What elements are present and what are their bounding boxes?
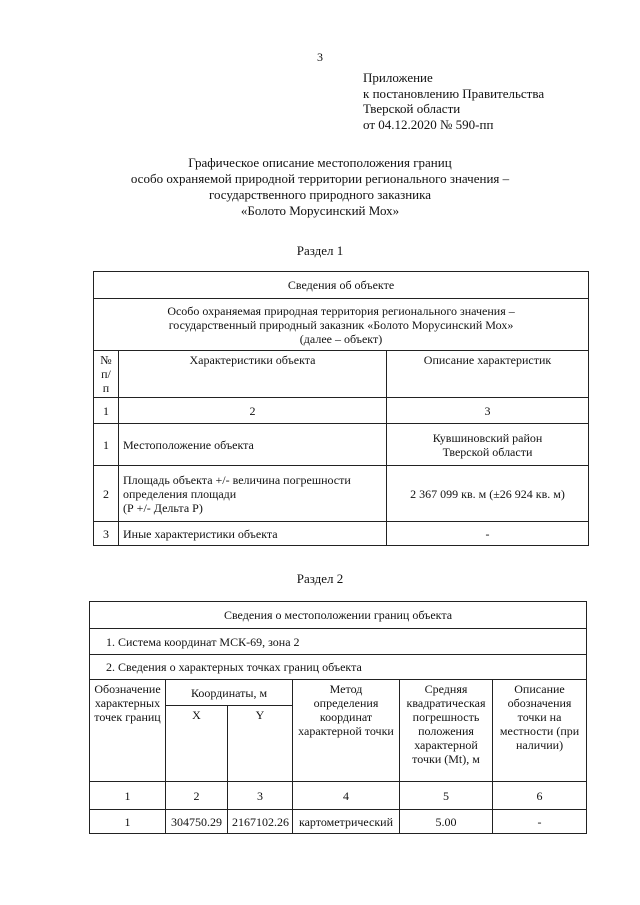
appendix-line: от 04.12.2020 № 590-пп <box>363 116 494 132</box>
appendix-line: Тверской области <box>363 101 461 116</box>
table-header: Сведения о местоположении границ объекта <box>90 602 587 629</box>
appendix-line: Приложение <box>363 70 433 85</box>
index-cell: 2 <box>166 782 228 810</box>
object-line: (далее – объект) <box>299 331 383 346</box>
row-description: 2 367 099 кв. м (±26 924 кв. м) <box>387 466 589 522</box>
table-row <box>90 810 587 834</box>
index-cell: 1 <box>90 782 166 810</box>
index-cell: 3 <box>387 398 589 424</box>
row-num: 3 <box>94 522 119 546</box>
point-method: картометрический <box>293 810 400 834</box>
index-cell: 2 <box>119 398 387 424</box>
section1-heading: Раздел 1 <box>296 243 344 258</box>
index-cell: 4 <box>293 782 400 810</box>
point-y: 2167102.26 <box>228 810 293 834</box>
row-num: 1 <box>94 424 119 466</box>
index-cell: 5 <box>400 782 493 810</box>
index-cell: 1 <box>94 398 119 424</box>
object-line: государственный природный заказник «Болото Морусинский Мох» <box>168 317 514 332</box>
desc-line: Тверской области <box>442 444 533 459</box>
point-id: 1 <box>90 810 166 834</box>
column-header-point-description: Описание обозначения точки на местности (при наличии) <box>493 680 587 782</box>
index-cell: 6 <box>493 782 587 810</box>
column-header-num: № п/п <box>94 351 119 398</box>
table-row <box>94 522 589 546</box>
coord-system-row: 1. Система координат МСК-69, зона 2 <box>90 629 587 655</box>
row-characteristic: Местоположение объекта <box>119 424 387 466</box>
title-line: «Болото Морусинский Мох» <box>240 203 400 218</box>
row-description: - <box>387 522 589 546</box>
column-header-description: Описание характеристик <box>387 351 589 398</box>
point-x: 304750.29 <box>166 810 228 834</box>
table-row <box>94 466 589 522</box>
char-line: Площадь объекта +/- величина погрешности <box>123 472 351 487</box>
object-info-table <box>93 271 589 546</box>
desc-line: Кувшиновский район <box>432 430 543 445</box>
char-line: (Р +/- Дельта Р) <box>123 500 203 515</box>
title-line: особо охраняемой природной территории регионального значения – <box>130 171 510 186</box>
title-line: государственного природного заказника <box>208 187 432 202</box>
table-row <box>94 424 589 466</box>
column-header-characteristic: Характеристики объекта <box>119 351 387 398</box>
section2-heading: Раздел 2 <box>296 571 344 586</box>
column-header-y: Y <box>228 706 293 782</box>
page-number: 3 <box>317 50 323 64</box>
column-header-accuracy: Средняя квадратическая погрешность положения характерной точки (Mt), м <box>400 680 493 782</box>
title-line: Графическое описание местоположения границ <box>188 155 452 170</box>
row-characteristic <box>119 466 387 522</box>
document-title <box>60 155 580 219</box>
row-num: 2 <box>94 466 119 522</box>
column-header-x: X <box>166 706 228 782</box>
object-line: Особо охраняемая природная территория регионального значения – <box>167 303 515 318</box>
column-header-coordinates: Координаты, м <box>166 680 293 706</box>
char-line: определения площади <box>123 486 237 501</box>
table-header: Сведения об объекте <box>94 272 589 299</box>
object-name-cell <box>94 299 589 351</box>
column-header-designation: Обозначение характерных точек границ <box>90 680 166 782</box>
points-heading-row: 2. Сведения о характерных точках границ объекта <box>90 655 587 680</box>
boundary-points-table <box>89 601 587 834</box>
point-description: - <box>493 810 587 834</box>
appendix-line: к постановлению Правительства <box>363 85 545 101</box>
column-header-method: Метод определения координат характерной точки <box>293 680 400 782</box>
appendix-block <box>363 70 544 132</box>
row-description <box>387 424 589 466</box>
row-characteristic: Иные характеристики объекта <box>119 522 387 546</box>
point-accuracy: 5.00 <box>400 810 493 834</box>
index-cell: 3 <box>228 782 293 810</box>
